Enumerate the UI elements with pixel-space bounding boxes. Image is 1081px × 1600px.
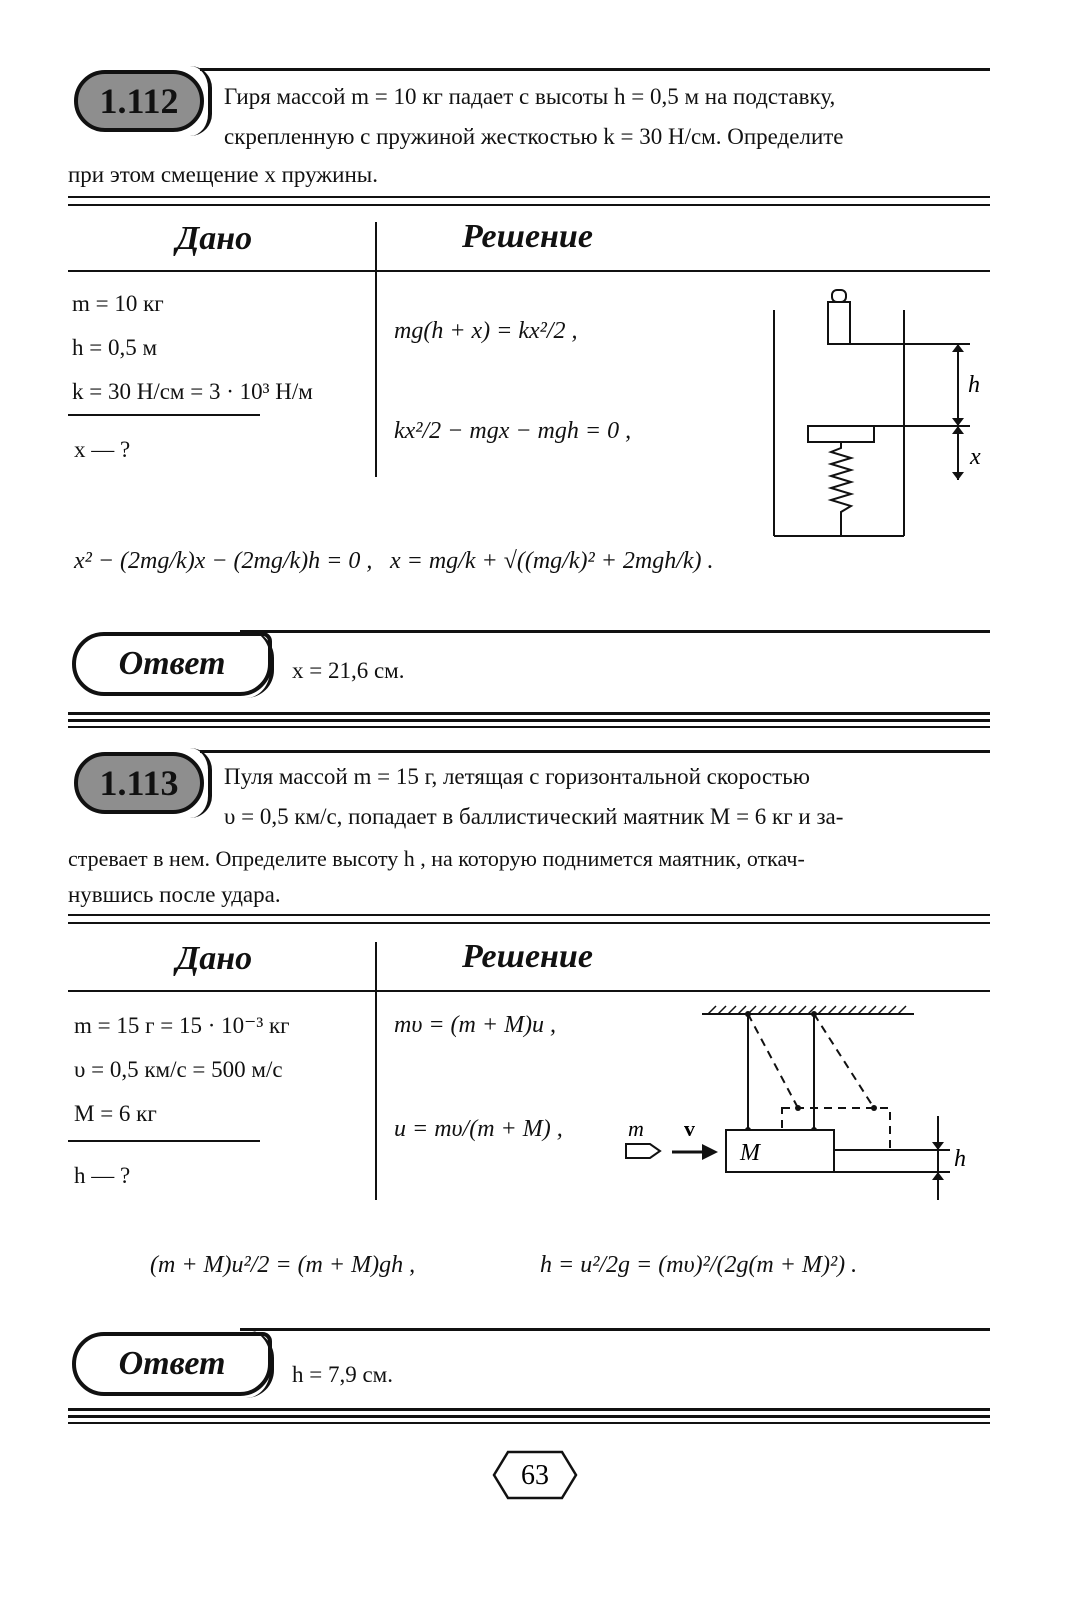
diagram-label-h: h <box>968 372 980 398</box>
equation-2: u = mυ/(m + M) , <box>394 1116 563 1142</box>
equation-2: kx²/2 − mgx − mgh = 0 , <box>394 418 632 444</box>
given-item: h = 0,5 м <box>72 335 158 360</box>
given-item: k = 30 Н/см = 3 · 10³ Н/м <box>72 379 313 404</box>
section-rule <box>68 204 990 206</box>
end-rule <box>68 726 990 728</box>
problem-text-line4: нувшись после удара. <box>68 882 281 907</box>
equation-4: x = mg/k + √((mg/k)² + 2mgh/k) . <box>390 548 714 574</box>
problem-text-line3: при этом смещение x пружины. <box>68 162 378 187</box>
solution-header: Решение <box>462 938 593 975</box>
page-number: 63 <box>521 1460 549 1491</box>
problem-text-line3: стревает в нем. Определите высоту h , на которую поднимется маятник, откач- <box>68 846 805 871</box>
badge-bracket <box>190 66 212 136</box>
diagram-label-M: M <box>740 1140 760 1166</box>
problem-text-line2: υ = 0,5 км/с, попадает в баллистический маятник M = 6 кг и за- <box>224 804 844 829</box>
answer-value: x = 21,6 см. <box>292 658 405 683</box>
given-item: M = 6 кг <box>74 1101 157 1126</box>
table-header-rule <box>68 270 990 272</box>
unknown: x — ? <box>74 437 131 462</box>
problem-number-badge: 1.113 <box>74 752 204 814</box>
pendulum-diagram <box>610 1000 990 1200</box>
badge-bracket <box>190 748 212 818</box>
problem-text-line1: Пуля массой m = 15 г, летящая с горизонтальной скоростью <box>224 764 810 789</box>
answer-top-rule <box>240 1328 990 1331</box>
problem-text-line1: Гиря массой m = 10 кг падает с высоты h = 0,5 м на подставку, <box>224 84 836 109</box>
answer-value: h = 7,9 см. <box>292 1362 393 1387</box>
section-rule <box>68 914 990 916</box>
equation-3: (m + M)u²/2 = (m + M)gh , <box>150 1252 416 1278</box>
given-item: υ = 0,5 км/с = 500 м/с <box>74 1057 283 1082</box>
equation-4: h = u²/2g = (mυ)²/(2g(m + M)²) . <box>540 1252 858 1278</box>
end-rule <box>68 1422 990 1424</box>
section-rule <box>68 922 990 924</box>
given-list <box>72 282 313 414</box>
given-item: m = 10 кг <box>72 291 164 316</box>
section-rule <box>68 196 990 198</box>
diagram-label-v: v <box>684 1116 695 1141</box>
end-rule <box>68 1415 990 1418</box>
end-rule <box>68 712 990 715</box>
answer-label: Ответ <box>72 1332 272 1396</box>
equation-3: x² − (2mg/k)x − (2mg/k)h = 0 , <box>74 548 373 574</box>
answer-label: Ответ <box>72 632 272 696</box>
page-number-badge <box>492 1450 578 1500</box>
problem-text-line2: скрепленную с пружиной жесткостью k = 30 Н/см. Определите <box>224 124 844 149</box>
top-rule <box>200 68 990 71</box>
table-header-rule <box>68 990 990 992</box>
solution-header: Решение <box>462 218 593 255</box>
end-rule <box>68 719 990 722</box>
top-rule <box>200 750 990 753</box>
table-divider <box>375 942 377 1200</box>
diagram-label-x: x <box>970 444 981 470</box>
spring-diagram <box>760 280 990 550</box>
diagram-label-h: h <box>954 1146 966 1172</box>
given-list <box>74 1004 290 1136</box>
given-header: Дано <box>176 940 253 977</box>
end-rule <box>68 1408 990 1411</box>
answer-top-rule <box>240 630 990 633</box>
problem-number-badge: 1.112 <box>74 70 204 132</box>
given-item: m = 15 г = 15 · 10⁻³ кг <box>74 1013 290 1038</box>
diagram-label-m: m <box>628 1116 644 1141</box>
equation-1: mg(h + x) = kx²/2 , <box>394 318 578 344</box>
given-separator <box>68 1140 260 1142</box>
equation-1: mυ = (m + M)u , <box>394 1012 557 1038</box>
unknown: h — ? <box>74 1163 131 1188</box>
given-header: Дано <box>176 220 253 257</box>
table-divider <box>375 222 377 477</box>
given-separator <box>68 414 260 416</box>
